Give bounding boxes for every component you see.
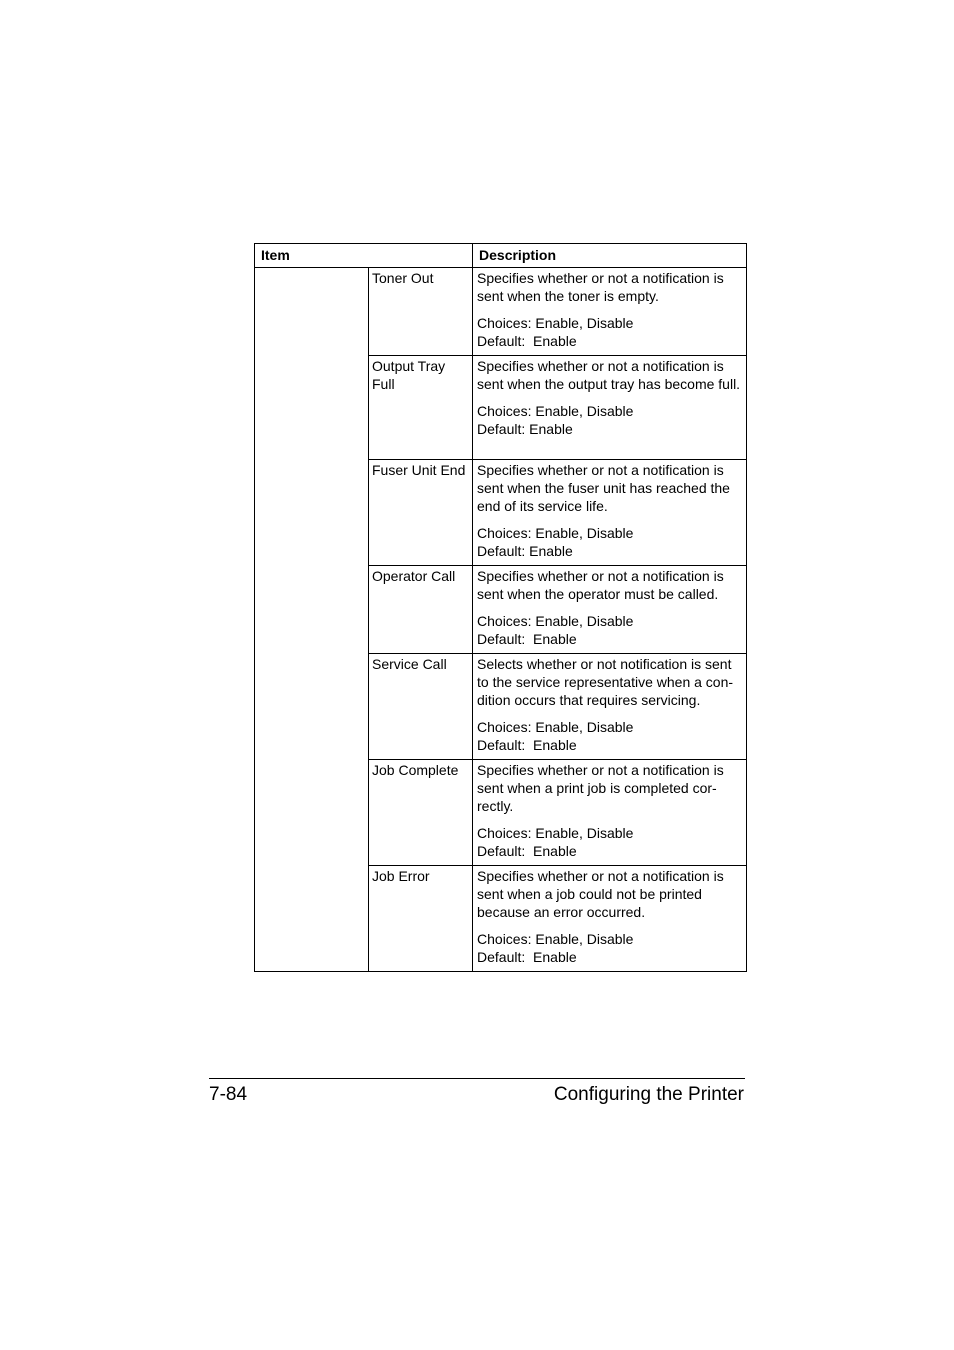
- chapter-title: Configuring the Printer: [553, 1084, 744, 1105]
- description-text: Specifies whether or not a notification is sent when the operator must be called.: [477, 568, 724, 602]
- sub-item-cell: Job Complete: [369, 760, 473, 866]
- choices-text: Choices: Enable, Disable: [477, 931, 634, 947]
- description-cell: [473, 866, 747, 972]
- description-text: Specifies whether or not a notification is sent when the toner is empty.: [477, 270, 724, 304]
- description-cell: [473, 654, 747, 760]
- sub-item-cell: Service Call: [369, 654, 473, 760]
- choices-text: Choices: Enable, Disable: [477, 825, 634, 841]
- description-text: Specifies whether or not a notification is sent when a print job is completed correctly.: [477, 762, 724, 814]
- sub-item-cell: Job Error: [369, 866, 473, 972]
- description-cell: [473, 460, 747, 566]
- description-cell: [473, 268, 747, 356]
- default-text: Default: Enable: [477, 737, 577, 753]
- description-text: Specifies whether or not a notification is sent when the fuser unit has reached the end of its service life.: [477, 462, 730, 514]
- description-cell: [473, 760, 747, 866]
- choices-text: Choices: Enable, Disable: [477, 719, 634, 735]
- default-text: Default: Enable: [477, 421, 573, 437]
- sub-item-cell: Operator Call: [369, 566, 473, 654]
- sub-item-cell: Toner Out: [369, 268, 473, 356]
- default-text: Default: Enable: [477, 949, 577, 965]
- default-text: Default: Enable: [477, 631, 577, 647]
- sub-item-cell: Fuser Unit End: [369, 460, 473, 566]
- default-text: Default: Enable: [477, 843, 577, 859]
- description-cell: [473, 566, 747, 654]
- description-text: Selects whether or not notification is sent to the service representative when a condition occurs that requires servicing.: [477, 656, 734, 708]
- default-text: Default: Enable: [477, 333, 577, 349]
- description-cell: [473, 356, 747, 460]
- item-group-cell: [255, 268, 369, 972]
- choices-text: Choices: Enable, Disable: [477, 613, 634, 629]
- description-text: Specifies whether or not a notification is sent when a job could not be printed because an error occurred.: [477, 868, 724, 920]
- choices-text: Choices: Enable, Disable: [477, 403, 634, 419]
- settings-table: [254, 243, 747, 972]
- page-number: 7-84: [209, 1084, 248, 1105]
- header-item: Item: [255, 244, 473, 268]
- header-description: Description: [473, 244, 747, 268]
- default-text: Default: Enable: [477, 543, 573, 559]
- footer-divider: [209, 1078, 745, 1079]
- table-row: [255, 268, 747, 356]
- choices-text: Choices: Enable, Disable: [477, 315, 634, 331]
- choices-text: Choices: Enable, Disable: [477, 525, 634, 541]
- table-header-row: [255, 244, 747, 268]
- sub-item-cell: Output Tray Full: [369, 356, 473, 460]
- description-text: Specifies whether or not a notification is sent when the output tray has become full.: [477, 358, 741, 392]
